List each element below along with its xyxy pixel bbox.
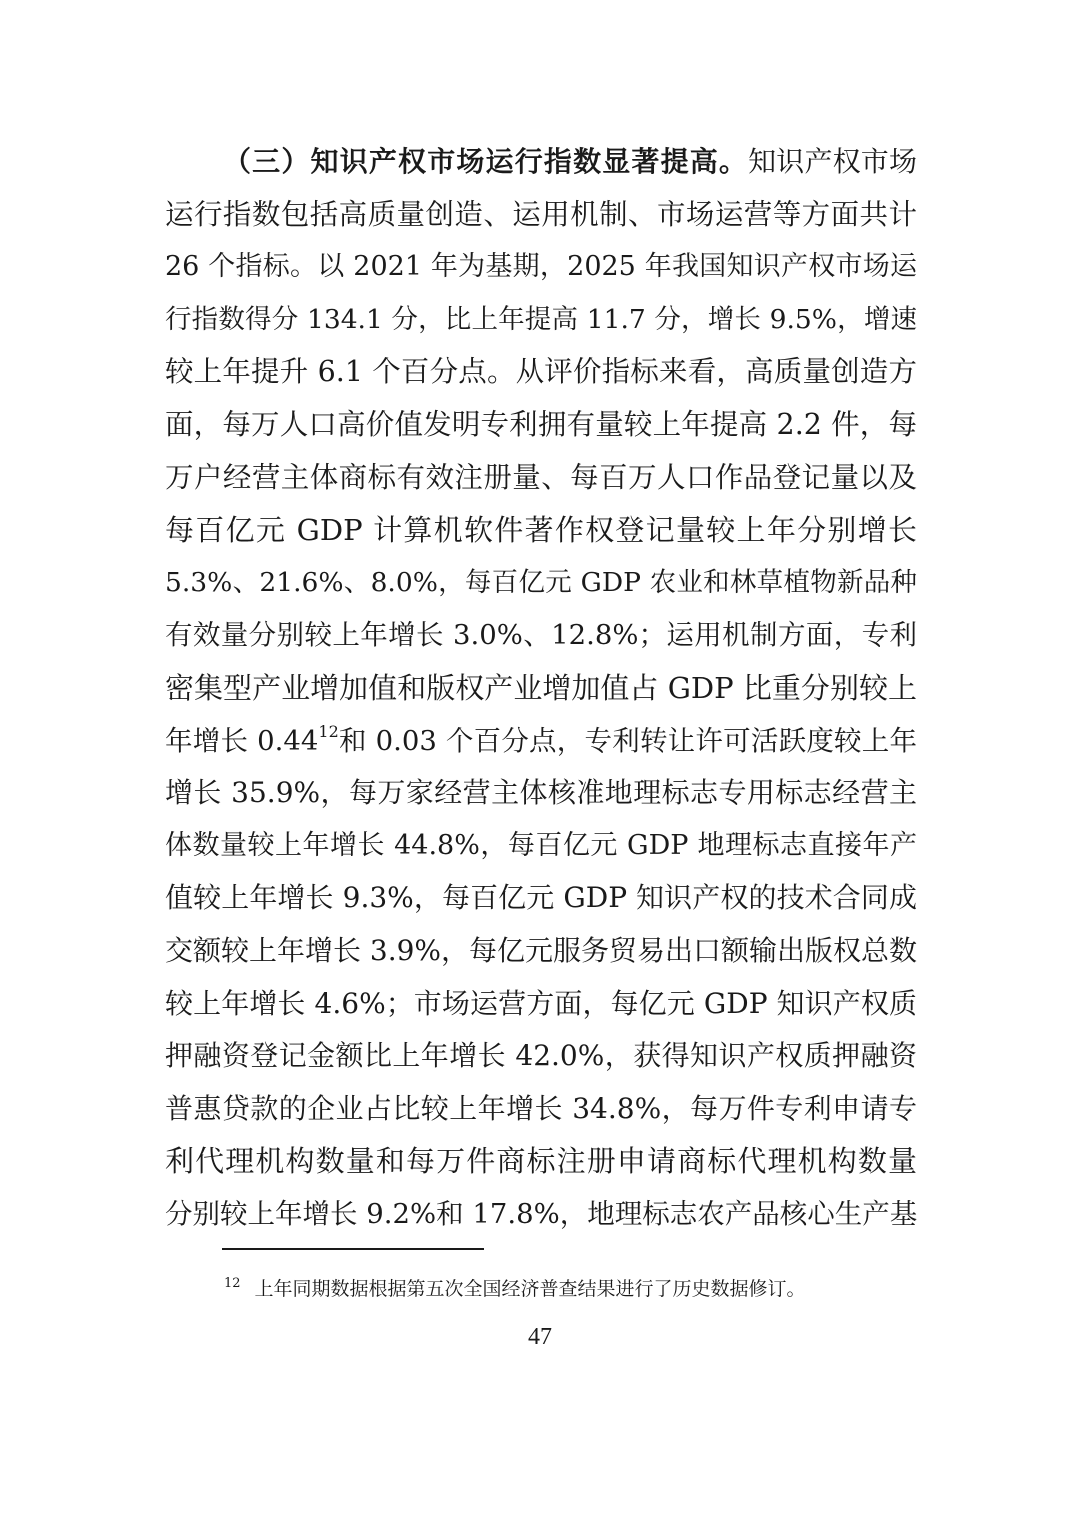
paragraph-line: 26 个指标。以 2021 年为基期，2025 年我国知识产权市场运 [165,251,917,283]
paragraph-line: 万户经营主体商标有效注册量、每百万人口作品登记量以及 [165,460,917,494]
footnote-reference[interactable]: 12 [318,721,339,741]
paragraph-line: 体数量较上年增长 44.8%，每百亿元 GDP 地理标志直接年产 [165,829,917,861]
footnote [224,1276,924,1302]
paragraph-line: 较上年增长 4.6%；市场运营方面，每亿元 GDP 知识产权质 [165,986,917,1020]
paragraph-line: 较上年提升 6.1 个百分点。从评价指标来看，高质量创造方 [165,355,917,389]
paragraph-line: 行指数得分 134.1 分，比上年提高 11.7 分，增长 9.5%，增速 [165,303,917,335]
paragraph-line: 面，每万人口高价值发明专利拥有量较上年提高 2.2 件，每 [165,407,917,441]
line-text: 知识产权市场 [748,145,917,178]
line-text: 年增长 0.44 [165,724,319,757]
paragraph-line [165,136,917,189]
paragraph-line: 运行指数包括高质量创造、运用机制、市场运营等方面共计 [165,197,917,231]
paragraph-line: 增长 35.9%，每万家经营主体核准地理标志专用标志经营主 [165,776,917,810]
line-text: 和 0.03 个百分点，专利转让许可活跃度较上年 [338,724,917,757]
footnote-divider [222,1248,484,1250]
paragraph-line: 值较上年增长 9.3%，每百亿元 GDP 知识产权的技术合同成 [165,881,917,915]
paragraph-line: 押融资登记金额比上年增长 42.0%，获得知识产权质押融资 [165,1039,917,1073]
paragraph-line: 密集型产业增加值和版权产业增加值占 GDP 比重分别较上 [165,670,917,705]
paragraph-line [165,715,917,768]
page-number: 47 [528,1324,552,1350]
body-paragraph [165,136,917,1240]
paragraph-line: 5.3%、21.6%、8.0%，每百亿元 GDP 农业和林草植物新品种 [165,566,917,598]
paragraph-line: 分别较上年增长 9.2%和 17.8%，地理标志农产品核心生产基 [165,1197,918,1230]
paragraph-line: 交额较上年增长 3.9%，每亿元服务贸易出口额输出版权总数 [165,933,918,967]
paragraph-line: 利代理机构数量和每万件商标注册申请商标代理机构数量 [165,1144,917,1179]
footnote-text: 上年同期数据根据第五次全国经济普查结果进行了历史数据修订。 [254,1278,806,1300]
paragraph-line: 普惠贷款的企业占比较上年增长 34.8%，每万件专利申请专 [165,1091,917,1125]
paragraph-line: 有效量分别较上年增长 3.0%、12.8%；运用机制方面，专利 [165,619,917,652]
section-heading: （三）知识产权市场运行指数显著提高。 [223,145,749,178]
footnote-number: 12 [224,1276,241,1291]
paragraph-line: 每百亿元 GDP 计算机软件著作权登记量较上年分别增长 [165,513,917,548]
